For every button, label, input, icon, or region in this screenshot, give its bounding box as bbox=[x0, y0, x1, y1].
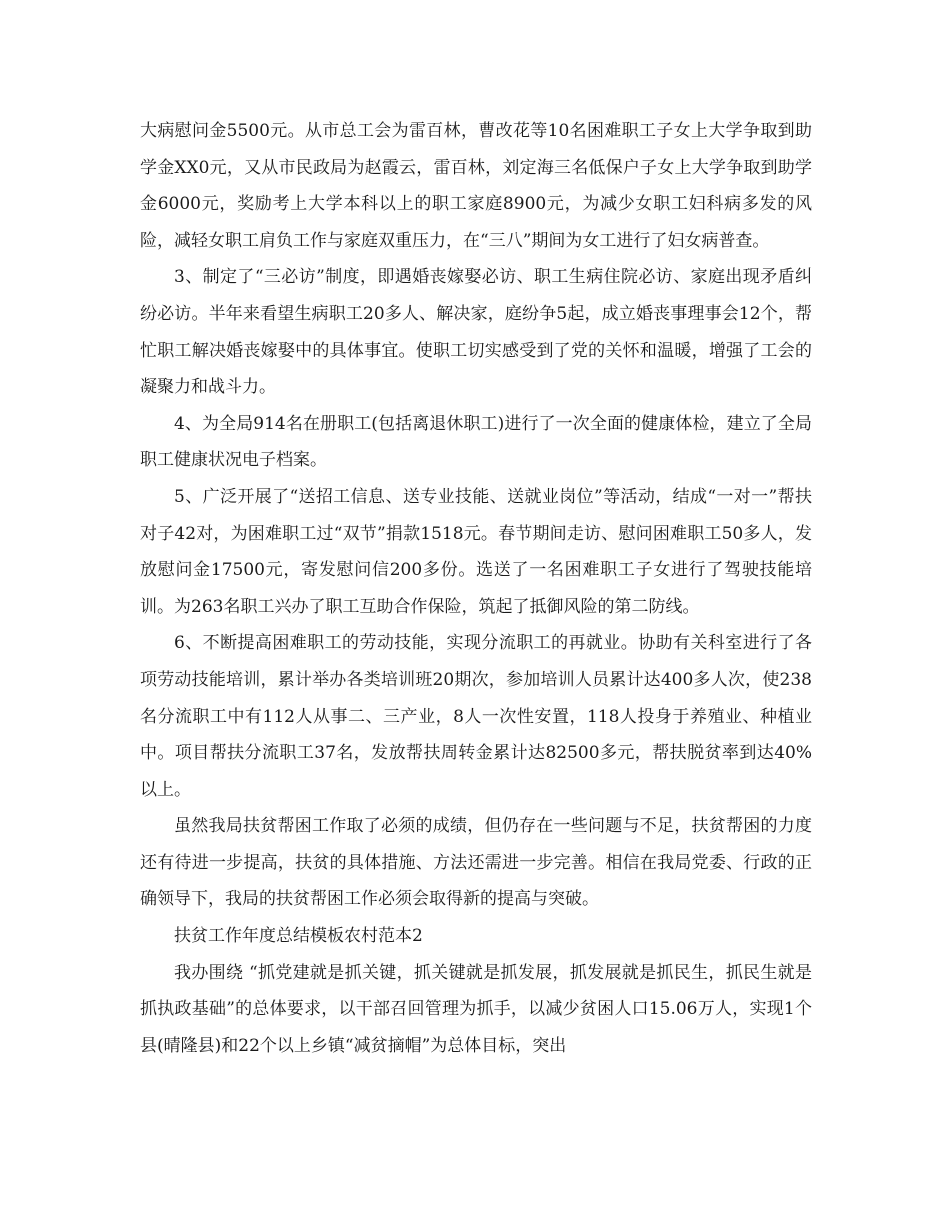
paragraph-conclusion: 虽然我局扶贫帮困工作取了必须的成绩，但仍存在一些问题与不足，扶贫帮困的力度还有待进一步提高，扶贫的具体措施、方法还需进一步完善。相信在我局党委、行政的正确领导下，我局的扶贫帮困工作必须会取得新的提高与突破。 bbox=[140, 816, 812, 910]
paragraph-item-3: 3、制定了“三必访”制度，即遇婚丧嫁娶必访、职工生病住院必访、家庭出现矛盾纠纷必访。半年来看望生病职工20多人、解决家，庭纷争5起，成立婚丧事理事会12个，帮忙职工解决婚丧嫁娶中的具体事宜。使职工切实感受到了党的关怀和温暖，增强了工会的凝聚力和战斗力。 bbox=[140, 267, 812, 398]
paragraph-intro: 我办围绕 “抓党建就是抓关键，抓关键就是抓发展，抓发展就是抓民生，抓民生就是抓执政基础”的总体要求，以干部召回管理为抓手，以减少贫困人口15.06万人，实现1个县(晴隆县)和22个以上乡镇“减贫摘帽”为总体目标，突出 bbox=[140, 962, 812, 1056]
section-heading: 扶贫工作年度总结模板农村范本2 bbox=[174, 926, 423, 947]
paragraph-continuation: 大病慰问金5500元。从市总工会为雷百林，曹改花等10名困难职工子女上大学争取到助学金XX0元，又从市民政局为赵霞云，雷百林，刘定海三名低保户子女上大学争取到助学金6000元，奖励考上大学本科以上的职工家庭8900元，为减少女职工妇科病多发的风险，减轻女职工肩负工作与家庭双重压力，在“三八”期间为女工进行了妇女病普查。 bbox=[140, 121, 812, 251]
paragraph-item-5: 5、广泛开展了“送招工信息、送专业技能、送就业岗位”等活动，结成“一对一”帮扶对子42对，为困难职工过“双节”捐款1518元。春节期间走访、慰问困难职工50多人，发放慰问金17500元，寄发慰问信200多份。选送了一名困难职工子女进行了驾驶技能培训。为263名职工兴办了职工互助合作保险，筑起了抵御风险的第二防线。 bbox=[140, 486, 812, 617]
document-body bbox=[140, 113, 812, 1064]
paragraph-item-4: 4、为全局914名在册职工(包括离退休职工)进行了一次全面的健康体检，建立了全局职工健康状况电子档案。 bbox=[140, 413, 812, 471]
paragraph-item-6: 6、不断提高困难职工的劳动技能，实现分流职工的再就业。协助有关科室进行了各项劳动技能培训，累计举办各类培训班20期次，参加培训人员累计达400多人次，使238名分流职工中有112人从事二、三产业，8人一次性安置，118人投身于养殖业、种植业中。项目帮扶分流职工37名，发放帮扶周转金累计达82500多元，帮扶脱贫率到达40%以上。 bbox=[140, 633, 812, 800]
